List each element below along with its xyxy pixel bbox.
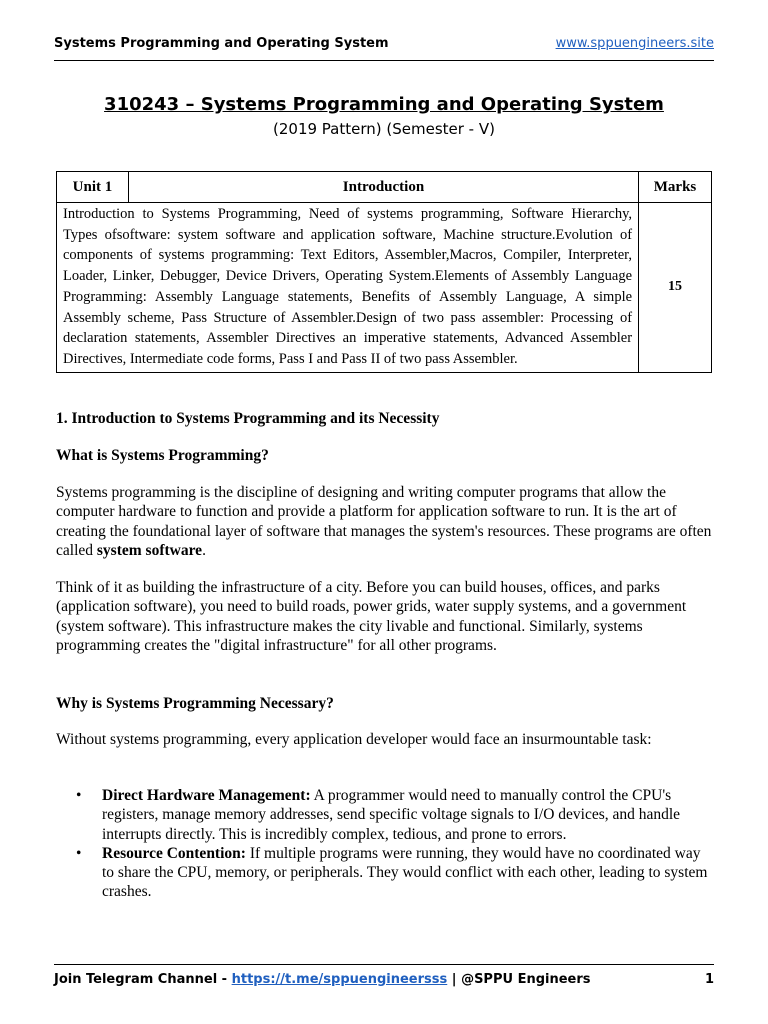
why-heading: Why is Systems Programming Necessary? xyxy=(56,695,334,712)
paragraph-definition-text: Systems programming is the discipline of designing and writing computer programs that allow the computer hardware to function and provide a platform for application software to run. It is the art of creating the foundational layer of software that manages the system's resources. These programs are often called xyxy=(56,484,712,559)
list-item xyxy=(56,786,716,844)
header-website-link[interactable]: www.sppuengineers.site xyxy=(555,36,714,51)
syllabus-content-row xyxy=(57,203,712,373)
footer-text xyxy=(54,972,591,987)
page-footer xyxy=(54,964,714,995)
paragraph-necessity: Without systems programming, every application developer would face an insurmountable task: xyxy=(56,731,652,748)
header-title: Systems Programming and Operating System xyxy=(54,36,389,51)
paragraph-definition-end: . xyxy=(202,541,206,559)
section-heading: 1. Introduction to Systems Programming and its Necessity xyxy=(56,410,440,427)
paragraph-definition xyxy=(56,483,716,560)
telegram-link[interactable]: https://t.me/sppuengineersss xyxy=(231,972,448,987)
system-software-term: system software xyxy=(96,541,203,559)
syllabus-header-row xyxy=(57,172,712,203)
list-item-text: If multiple programs were running, they would have no coordinated way to share the CPU, memory, or peripherals. They would conflict with each other, leading to system crashes. xyxy=(102,844,708,901)
marks-value: 15 xyxy=(639,203,712,373)
syllabus-table xyxy=(56,171,712,373)
document-subtitle: (2019 Pattern) (Semester - V) xyxy=(273,120,495,138)
what-heading: What is Systems Programming? xyxy=(56,447,269,464)
document-title: 310243 – Systems Programming and Operating System xyxy=(104,94,664,115)
paragraph-analogy: Think of it as building the infrastructure of a city. Before you can build houses, offices, and parks (application software), you need to build roads, power grids, water supply systems, and a government (system software). This infrastructure makes the city livable and functional. Similarly, systems programming creates the "digital infrastructure" for all other programs. xyxy=(56,579,687,654)
footer-prefix: Join Telegram Channel - xyxy=(54,972,232,987)
bullet-icon: • xyxy=(76,787,82,804)
unit-cell: Unit 1 xyxy=(57,172,129,203)
page-header xyxy=(54,34,714,61)
marks-header-cell: Marks xyxy=(639,172,712,203)
bullet-icon: • xyxy=(76,844,82,862)
footer-handle: @SPPU Engineers xyxy=(461,972,591,987)
necessity-list xyxy=(56,786,716,902)
page-number: 1 xyxy=(704,972,714,987)
footer-separator: | xyxy=(447,972,462,987)
syllabus-description: Introduction to Systems Programming, Need of systems programming, Software Hierarchy, Types ofsoftware: system software and application software, Machine structure.Evolution of components of systems programming: Text Editors, Assembler,Macros, Compiler, Interpreter, Loader, Linker, Debugger, Device Drivers, Operating System.Elements of Assembly Language Programming: Assembly Language statements, Benefits of Assembly Language, A simple Assembly scheme, Pass Structure of Assembler.Design of two pass assembler: Processing of declaration statements, Assembler Directives an imperative statements, Advanced Assembler Directives, Intermediate code forms, Pass I and Pass II of two pass Assembler. xyxy=(57,203,639,373)
list-item-term: Direct Hardware Management: xyxy=(102,787,311,804)
list-item-text: A programmer would need to manually control the CPU's registers, manage memory addresses, send specific voltage signals to I/O devices, and handle interrupts directly. This is incredibly complex, tedious, and prone to errors. xyxy=(102,787,681,843)
topic-cell: Introduction xyxy=(128,172,638,203)
list-item-term: Resource Contention: xyxy=(102,844,246,862)
list-item xyxy=(56,844,716,902)
